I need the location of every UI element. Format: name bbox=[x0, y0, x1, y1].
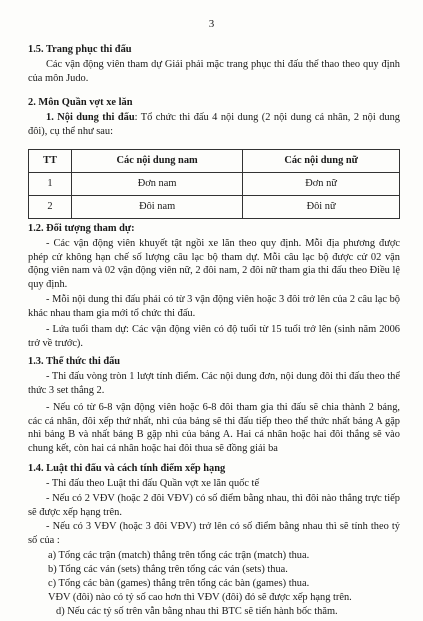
section-1-2-para-2: - Mỗi nội dung thi đấu phải có từ 3 vận động viên hoặc 3 đôi trở lên của 2 câu lạc bộ khác nhau tham gia mới tổ chức thi đấu. bbox=[28, 294, 400, 319]
criterion-c-note: VĐV (đôi) nào có tỷ số cao hơn thì VĐV (đôi) đó sẽ được xếp hạng trên. bbox=[48, 592, 352, 603]
criterion-b: b) Tổng các ván (sets) thắng trên tổng các ván (sets) thua. bbox=[48, 564, 288, 575]
table-cell: Đơn nam bbox=[72, 173, 243, 196]
section-1-4-title: 1.4. Luật thi đấu và cách tính điểm xếp hạng bbox=[28, 463, 226, 474]
section-1-3-para-1: - Thi đấu vòng tròn 1 lượt tính điểm. Các nội dung đơn, nội dung đôi thi đấu theo thể thức 3 set thắng 2. bbox=[28, 371, 400, 396]
table-header-cell: TT bbox=[29, 150, 72, 173]
section-1-2-title: 1.2. Đối tượng tham dự: bbox=[28, 223, 135, 234]
section-2-title: 2. Môn Quần vợt xe lăn bbox=[28, 97, 133, 108]
table-row bbox=[29, 196, 400, 219]
section-1-2-para-1: - Các vận động viên khuyết tật ngồi xe lăn theo quy định. Mỗi địa phương được phép cử không hạn chế số lượng câu lạc bộ tham dự. Mỗi câu lạc bộ được cử 02 vận động viên nam và 02 vận động viên nữ, 2 đôi nam, 2 đôi nữ tham gia thi đấu theo Điều lệ quy định. bbox=[28, 238, 400, 290]
table-header-cell: Các nội dung nam bbox=[72, 150, 243, 173]
section-2-1-paragraph bbox=[28, 111, 400, 138]
table-header-cell: Các nội dung nữ bbox=[243, 150, 400, 173]
criterion-c: c) Tổng các bàn (games) thắng trên tổng các bàn (games) thua. bbox=[48, 578, 310, 589]
events-table bbox=[28, 149, 400, 219]
table-cell: Đôi nam bbox=[72, 196, 243, 219]
section-1-4-para-1: - Thi đấu theo Luật thi đấu Quần vợt xe lăn quốc tế bbox=[46, 478, 260, 489]
table-cell: Đơn nữ bbox=[243, 173, 400, 196]
section-1-2-para-3: - Lứa tuổi tham dự: Các vận động viên có độ tuổi từ 15 tuổi trở lên (sinh năm 2006 trở về trước). bbox=[28, 324, 400, 349]
table-cell: 2 bbox=[29, 196, 72, 219]
table-cell: Đôi nữ bbox=[243, 196, 400, 219]
table-cell: 1 bbox=[29, 173, 72, 196]
page-number: 3 bbox=[208, 18, 215, 30]
criterion-a: a) Tổng các trận (match) thắng trên tổng các trận (match) thua. bbox=[48, 550, 310, 561]
section-1-5-body: Các vận động viên tham dự Giải phải mặc trang phục thi đấu thể thao theo quy định của môn Judo. bbox=[28, 59, 400, 84]
table-header-row bbox=[29, 150, 400, 173]
section-1-4-para-3: - Nếu có 3 VĐV (hoặc 3 đôi VĐV) trở lên có số điểm bằng nhau thì sẽ tính theo tỷ số của : bbox=[28, 521, 400, 546]
section-1-3-para-2: - Nếu có từ 6-8 vận động viên hoặc 6-8 đôi tham gia thi đấu sẽ chia thành 2 bảng, các cá nhân, đôi xếp thứ nhất, nhì của bảng sẽ thi đấu tiếp theo thể thức nhất bảng A gặp nhì bảng B và nhất bảng B gặp nhì của bảng A. Hai cá nhân hoặc hai đôi thắng sẽ vào chung kết, còn hai cá nhân hoặc hai đôi thua sẽ đồng giải ba bbox=[28, 402, 400, 454]
section-1-3-title: 1.3. Thể thức thi đấu bbox=[28, 356, 121, 367]
table-row bbox=[29, 173, 400, 196]
section-1-4-para-2: - Nếu có 2 VĐV (hoặc 2 đôi VĐV) có số điểm bằng nhau, thì đôi nào thắng trực tiếp sẽ được xếp hạng trên. bbox=[28, 493, 400, 518]
section-1-5-title: 1.5. Trang phục thi đấu bbox=[28, 44, 132, 55]
section-2-1-body: : Tổ chức thi đấu 4 nội dung (2 nội dung cá nhân, 2 nội dung đôi), cụ thể như sau: bbox=[28, 112, 400, 137]
section-2-1-title: 1. Nội dung thi đấu bbox=[46, 112, 135, 123]
criterion-d: d) Nếu các tỷ số trên vẫn bằng nhau thì BTC sẽ tiến hành bốc thăm. bbox=[56, 606, 338, 617]
